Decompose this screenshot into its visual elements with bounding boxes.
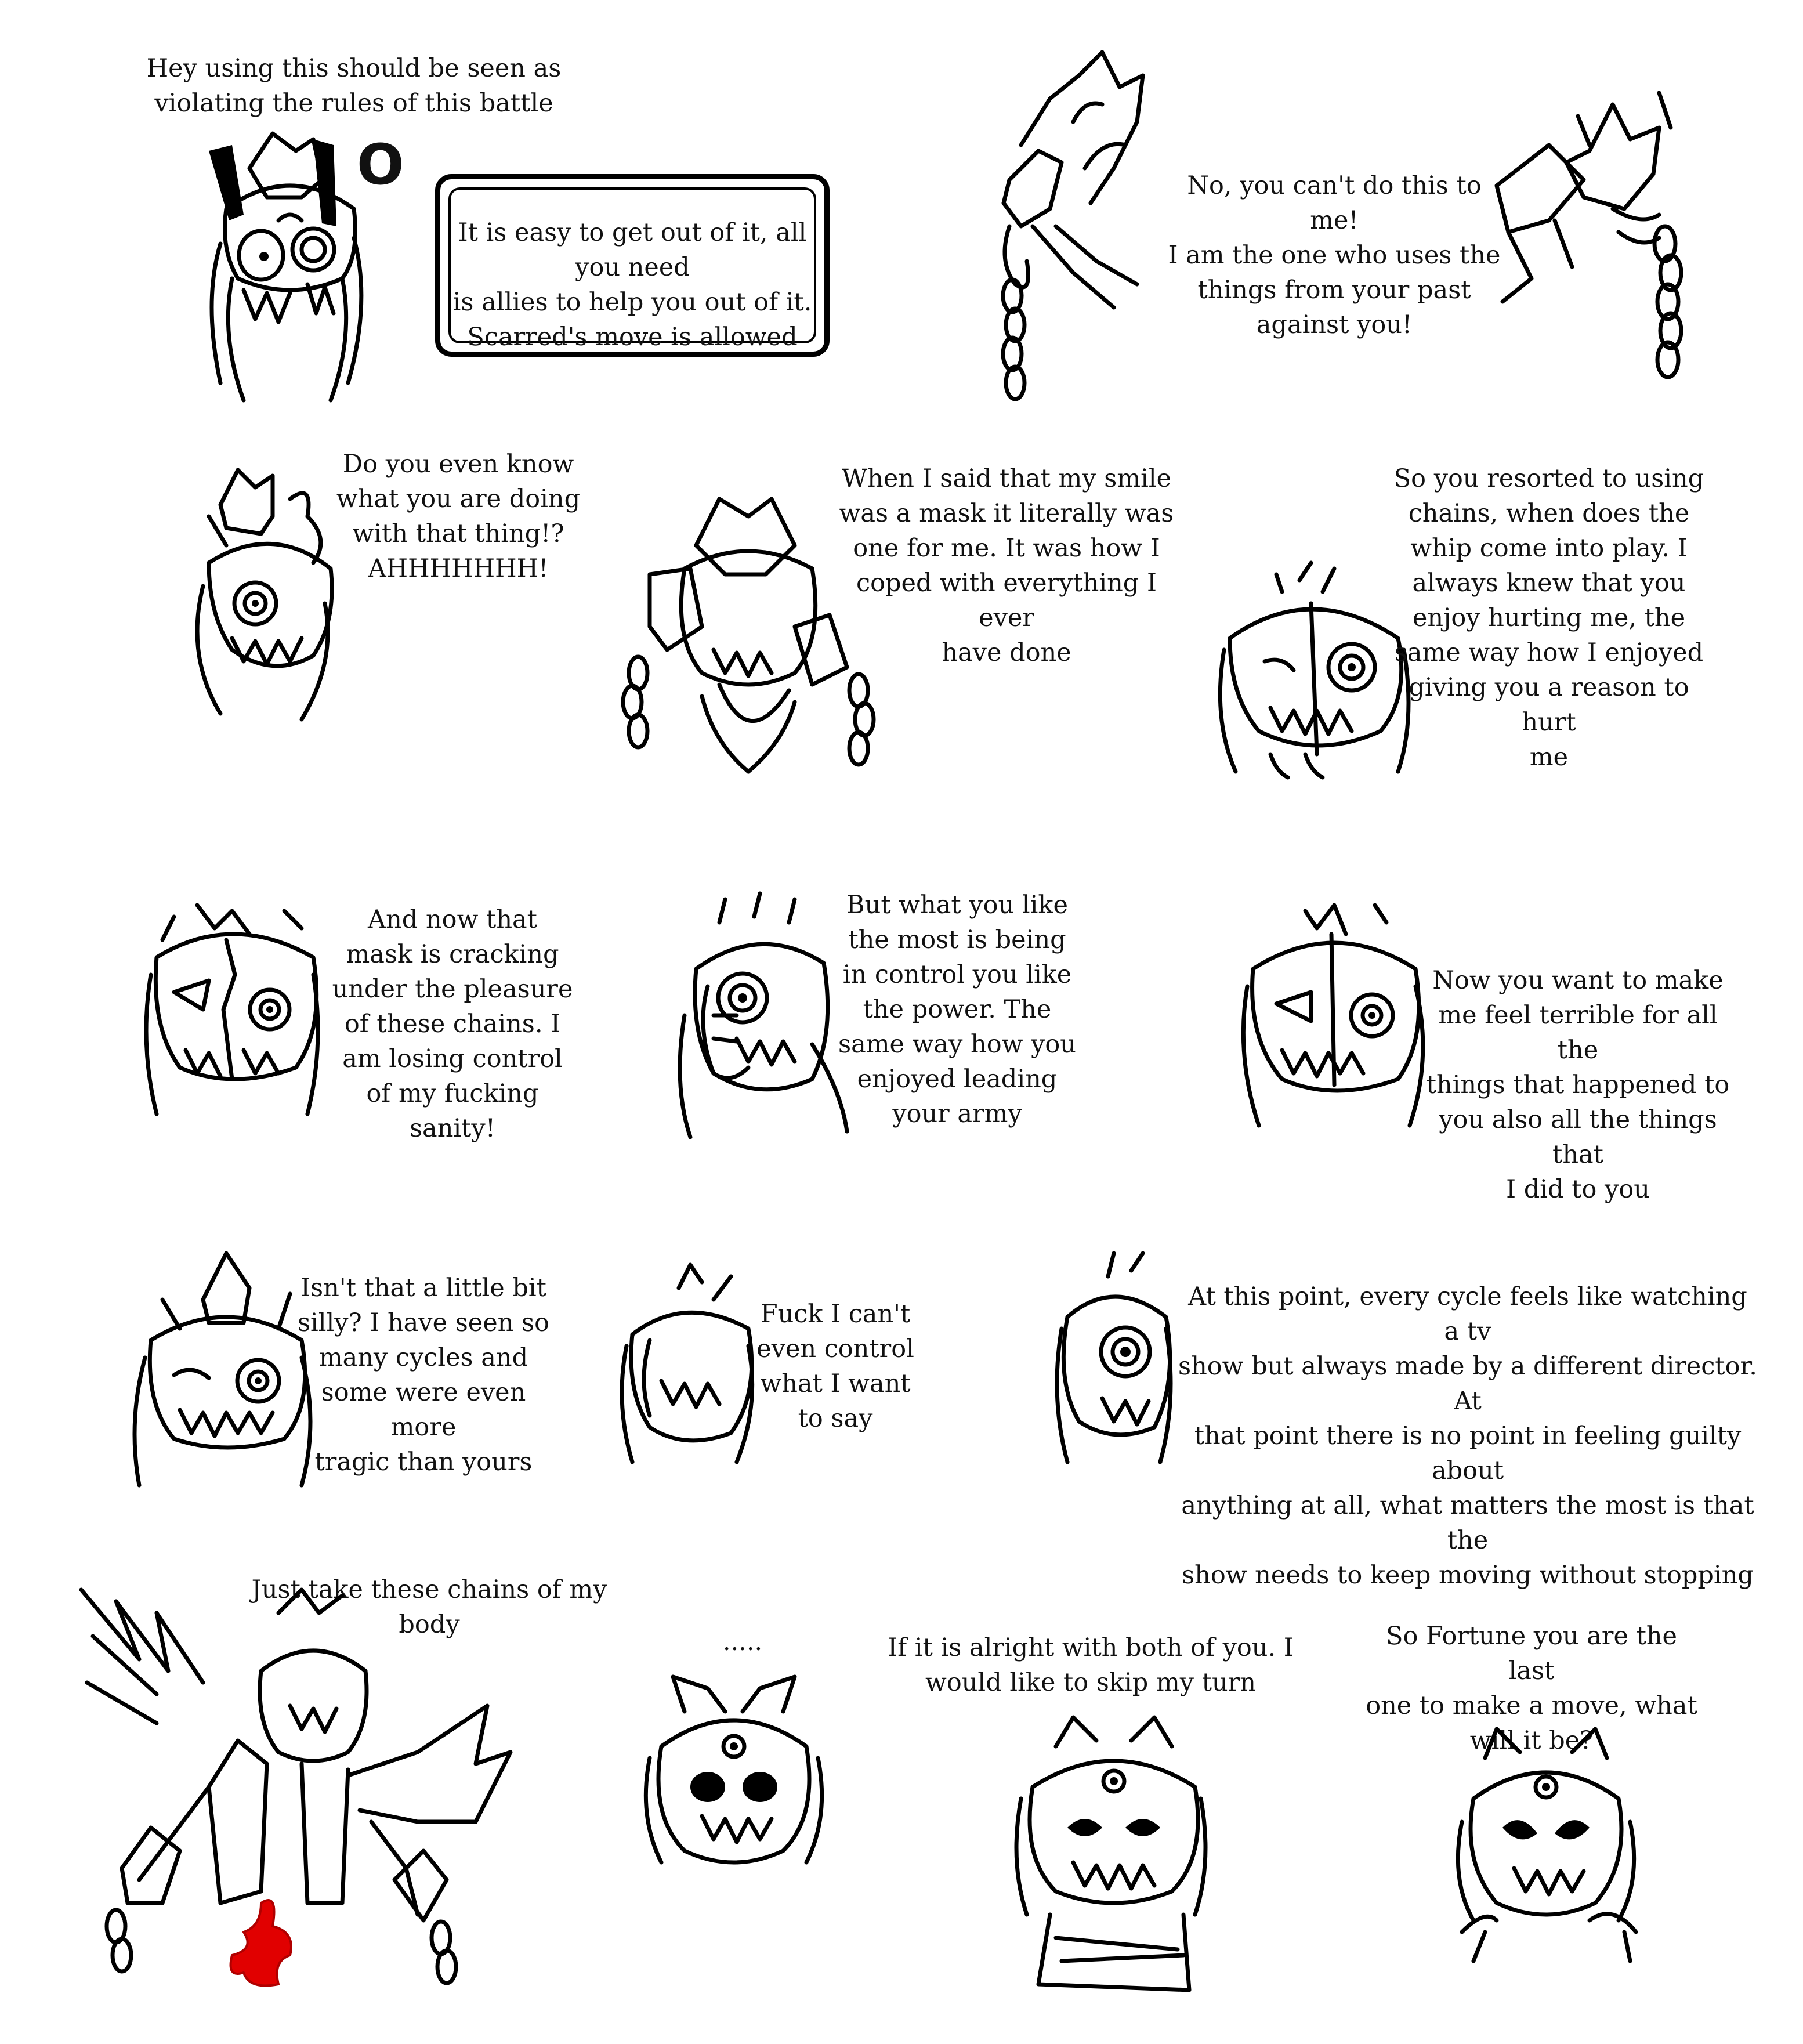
- exclaim-mark: O: [357, 132, 404, 197]
- panel-10-speech: Isn't that a little bit silly? I have seen so many cycles and some were even more tragic than yours: [297, 1274, 549, 1477]
- panel-3-speech: No, you can't do this to me! I am the one who uses the things from your past against you!: [1168, 171, 1501, 339]
- panel-16-speech: So Fortune you are the last one to make a move, what will it be?: [1366, 1622, 1697, 1755]
- horned-mask-smirk: [1450, 1723, 1642, 1961]
- panel-8-speech: But what you like the most is being in control you like the power. The same way how you enjoyed leading your army: [838, 891, 1076, 1128]
- horned-mask-face-surprised: [638, 1665, 830, 1880]
- panel-6-speech: So you resorted to using chains, when does the whip come into play. I always knew that you enjoy hurting me, the same way how I enjoyed giving you a reason to hurt me: [1393, 464, 1704, 772]
- horned-mask-arms-crossed: [1004, 1717, 1224, 1996]
- rules-notice-box: [435, 174, 830, 357]
- panel-4-speech: Do you even know what you are doing with that thing!? AHHHHHHH!: [336, 450, 581, 583]
- panel-7-speech: And now that mask is cracking under the pleasure of these chains. I am losing control of my fucking sanity!: [332, 905, 573, 1143]
- crowned-character-shocked: [197, 128, 383, 406]
- chained-arm-left: [986, 52, 1160, 400]
- sneering-face: [1236, 899, 1433, 1131]
- panel-9-speech: Now you want to make me feel terrible for all the things that happened to you also all the things that I did to you: [1426, 966, 1730, 1204]
- hand-over-face: [673, 899, 847, 1143]
- panel-15-speech: If it is alright with both of you. I would like to skip my turn: [888, 1633, 1294, 1697]
- one-eyed-face: [1044, 1253, 1183, 1468]
- panel-11-speech: Fuck I can't even control what I want to say: [756, 1300, 914, 1433]
- panel-14-speech: .....: [722, 1627, 763, 1656]
- panel-13-speech: Just take these chains of my body: [251, 1575, 607, 1639]
- panel-5-speech: When I said that my smile was a mask it literally was one for me. It was how I coped with everything I ever have done: [839, 464, 1174, 667]
- panel-12-speech: At this point, every cycle feels like watching a tv show but always made by a different director. At that point there is no point in feeling guilty about anything at all, what matters the most is that the show needs to keep moving without stopping: [1178, 1282, 1757, 1590]
- cracking-mask-face: [139, 893, 331, 1126]
- panel-2-text: It is easy to get out of it, all you need is allies to help you out of it. Scarred's move is allowed: [452, 218, 812, 352]
- winged-chained-figure: [70, 1578, 522, 1996]
- panel-1-speech: Hey using this should be seen as violating the rules of this battle: [146, 54, 562, 118]
- chained-arm-right: [1485, 93, 1706, 383]
